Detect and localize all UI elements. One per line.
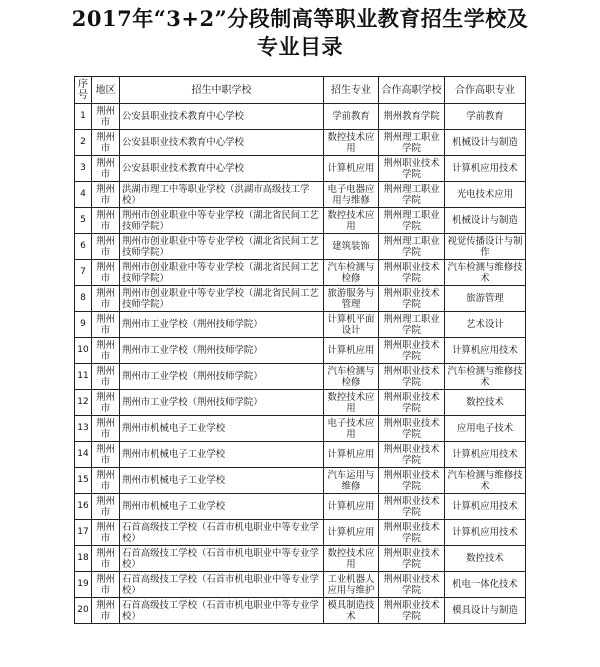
cell-major: 建筑装饰 [324,234,379,260]
school-major-table [74,76,526,624]
table-row [75,546,526,572]
cell-college-major: 计算机应用技术 [445,338,526,364]
table-row [75,312,526,338]
table-row [75,390,526,416]
cell-region: 荆州市 [92,312,120,338]
cell-college-major: 数控技术 [445,390,526,416]
cell-college: 荆州理工职业学院 [379,312,445,338]
cell-index: 1 [75,104,92,130]
cell-college: 荆州理工职业学院 [379,208,445,234]
table-row [75,364,526,390]
cell-school: 荆州市机械电子工业学校 [120,416,324,442]
cell-region: 荆州市 [92,130,120,156]
cell-school: 荆州市机械电子工业学校 [120,468,324,494]
cell-index: 10 [75,338,92,364]
cell-index: 5 [75,208,92,234]
cell-region: 荆州市 [92,182,120,208]
cell-school: 石首高级技工学校（石首市机电职业中等专业学校） [120,546,324,572]
cell-major: 计算机应用 [324,338,379,364]
cell-index: 3 [75,156,92,182]
cell-region: 荆州市 [92,286,120,312]
cell-region: 荆州市 [92,494,120,520]
cell-region: 荆州市 [92,338,120,364]
cell-college: 荆州教育学院 [379,104,445,130]
table-body [75,104,526,624]
header-row [75,77,526,104]
header-index: 序号 [75,77,92,104]
cell-major: 计算机应用 [324,156,379,182]
cell-college: 荆州职业技术学院 [379,260,445,286]
cell-school: 石首高级技工学校（石首市机电职业中等专业学校） [120,598,324,624]
cell-college: 荆州职业技术学院 [379,520,445,546]
cell-college: 荆州职业技术学院 [379,494,445,520]
cell-index: 2 [75,130,92,156]
cell-region: 荆州市 [92,364,120,390]
table-row [75,260,526,286]
cell-index: 13 [75,416,92,442]
cell-major: 计算机应用 [324,520,379,546]
cell-index: 14 [75,442,92,468]
table-header [75,77,526,104]
cell-school: 荆州市工业学校（荆州技师学院） [120,312,324,338]
cell-college: 荆州理工职业学院 [379,130,445,156]
cell-school: 公安县职业技术教育中心学校 [120,156,324,182]
header-school: 招生中职学校 [120,77,324,104]
table-row [75,182,526,208]
cell-major: 汽车运用与维修 [324,468,379,494]
header-major: 招生专业 [324,77,379,104]
document-title [0,0,600,61]
cell-college-major: 应用电子技术 [445,416,526,442]
cell-region: 荆州市 [92,442,120,468]
cell-index: 16 [75,494,92,520]
cell-school: 荆州市工业学校（荆州技师学院） [120,364,324,390]
cell-college-major: 计算机应用技术 [445,156,526,182]
cell-college: 荆州职业技术学院 [379,364,445,390]
cell-index: 15 [75,468,92,494]
table-row [75,338,526,364]
cell-index: 11 [75,364,92,390]
cell-school: 荆州市创业职业中等专业学校（湖北省民间工艺技师学院） [120,208,324,234]
cell-region: 荆州市 [92,234,120,260]
header-college-major: 合作高职专业 [445,77,526,104]
table-row [75,104,526,130]
cell-major: 电子技术应用 [324,416,379,442]
cell-college-major: 机电一体化技术 [445,572,526,598]
cell-college-major: 模具设计与制造 [445,598,526,624]
cell-major: 数控技术应用 [324,208,379,234]
cell-school: 石首高级技工学校（石首市机电职业中等专业学校） [120,520,324,546]
cell-index: 17 [75,520,92,546]
cell-college-major: 汽车检测与维修技术 [445,260,526,286]
table-row [75,156,526,182]
cell-college: 荆州职业技术学院 [379,468,445,494]
cell-major: 数控技术应用 [324,546,379,572]
cell-index: 20 [75,598,92,624]
cell-college: 荆州理工职业学院 [379,182,445,208]
cell-region: 荆州市 [92,546,120,572]
table-row [75,286,526,312]
cell-major: 数控技术应用 [324,390,379,416]
cell-college-major: 机械设计与制造 [445,208,526,234]
cell-school: 公安县职业技术教育中心学校 [120,104,324,130]
cell-region: 荆州市 [92,260,120,286]
cell-major: 计算机应用 [324,442,379,468]
table-row [75,598,526,624]
cell-major: 模具制造技术 [324,598,379,624]
cell-school: 公安县职业技术教育中心学校 [120,130,324,156]
cell-index: 4 [75,182,92,208]
cell-region: 荆州市 [92,208,120,234]
table-row [75,130,526,156]
cell-major: 数控技术应用 [324,130,379,156]
table-row [75,416,526,442]
cell-school: 荆州市工业学校（荆州技师学院） [120,390,324,416]
cell-region: 荆州市 [92,156,120,182]
table-row [75,442,526,468]
cell-college-major: 视觉传播设计与制作 [445,234,526,260]
header-region: 地区 [92,77,120,104]
title-line-1: 2017年“3+2”分段制高等职业教育招生学校及 [71,6,529,31]
cell-college-major: 汽车检测与维修技术 [445,468,526,494]
cell-school: 荆州市机械电子工业学校 [120,494,324,520]
cell-college-major: 机械设计与制造 [445,130,526,156]
cell-college: 荆州职业技术学院 [379,598,445,624]
cell-school: 荆州市机械电子工业学校 [120,442,324,468]
cell-college-major: 学前教育 [445,104,526,130]
table-row [75,520,526,546]
cell-school: 荆州市创业职业中等专业学校（湖北省民间工艺技师学院） [120,260,324,286]
cell-college: 荆州职业技术学院 [379,390,445,416]
cell-college: 荆州理工职业学院 [379,234,445,260]
cell-major: 旅游服务与管理 [324,286,379,312]
cell-region: 荆州市 [92,468,120,494]
cell-college: 荆州职业技术学院 [379,572,445,598]
cell-major: 计算机应用 [324,494,379,520]
cell-index: 18 [75,546,92,572]
cell-school: 石首高级技工学校（石首市机电职业中等专业学校） [120,572,324,598]
cell-college-major: 光电技术应用 [445,182,526,208]
cell-index: 9 [75,312,92,338]
cell-college: 荆州职业技术学院 [379,338,445,364]
cell-major: 汽车检测与检修 [324,260,379,286]
table-row [75,208,526,234]
cell-region: 荆州市 [92,572,120,598]
cell-college-major: 计算机应用技术 [445,442,526,468]
cell-college-major: 计算机应用技术 [445,494,526,520]
cell-index: 7 [75,260,92,286]
cell-college-major: 艺术设计 [445,312,526,338]
cell-index: 6 [75,234,92,260]
cell-college-major: 计算机应用技术 [445,520,526,546]
cell-college: 荆州职业技术学院 [379,546,445,572]
cell-region: 荆州市 [92,520,120,546]
cell-school: 荆州市创业职业中等专业学校（湖北省民间工艺技师学院） [120,286,324,312]
cell-region: 荆州市 [92,416,120,442]
cell-college-major: 旅游管理 [445,286,526,312]
cell-index: 19 [75,572,92,598]
cell-school: 荆州市创业职业中等专业学校（湖北省民间工艺技师学院） [120,234,324,260]
cell-major: 电子电器应用与维修 [324,182,379,208]
title-line-2: 专业目录 [257,34,343,59]
table-row [75,572,526,598]
cell-major: 计算机平面设计 [324,312,379,338]
cell-index: 12 [75,390,92,416]
cell-college: 荆州职业技术学院 [379,442,445,468]
cell-college: 荆州职业技术学院 [379,156,445,182]
cell-major: 汽车检测与检修 [324,364,379,390]
cell-school: 荆州市工业学校（荆州技师学院） [120,338,324,364]
table-row [75,468,526,494]
cell-school: 洪湖市理工中等职业学校（洪湖市高级技工学校） [120,182,324,208]
cell-college-major: 数控技术 [445,546,526,572]
cell-region: 荆州市 [92,390,120,416]
table-row [75,494,526,520]
header-college: 合作高职学校 [379,77,445,104]
cell-college-major: 汽车检测与维修技术 [445,364,526,390]
cell-college: 荆州职业技术学院 [379,416,445,442]
table-row [75,234,526,260]
cell-index: 8 [75,286,92,312]
cell-college: 荆州职业技术学院 [379,286,445,312]
cell-region: 荆州市 [92,104,120,130]
cell-region: 荆州市 [92,598,120,624]
cell-major: 学前教育 [324,104,379,130]
cell-major: 工业机器人应用与维护 [324,572,379,598]
